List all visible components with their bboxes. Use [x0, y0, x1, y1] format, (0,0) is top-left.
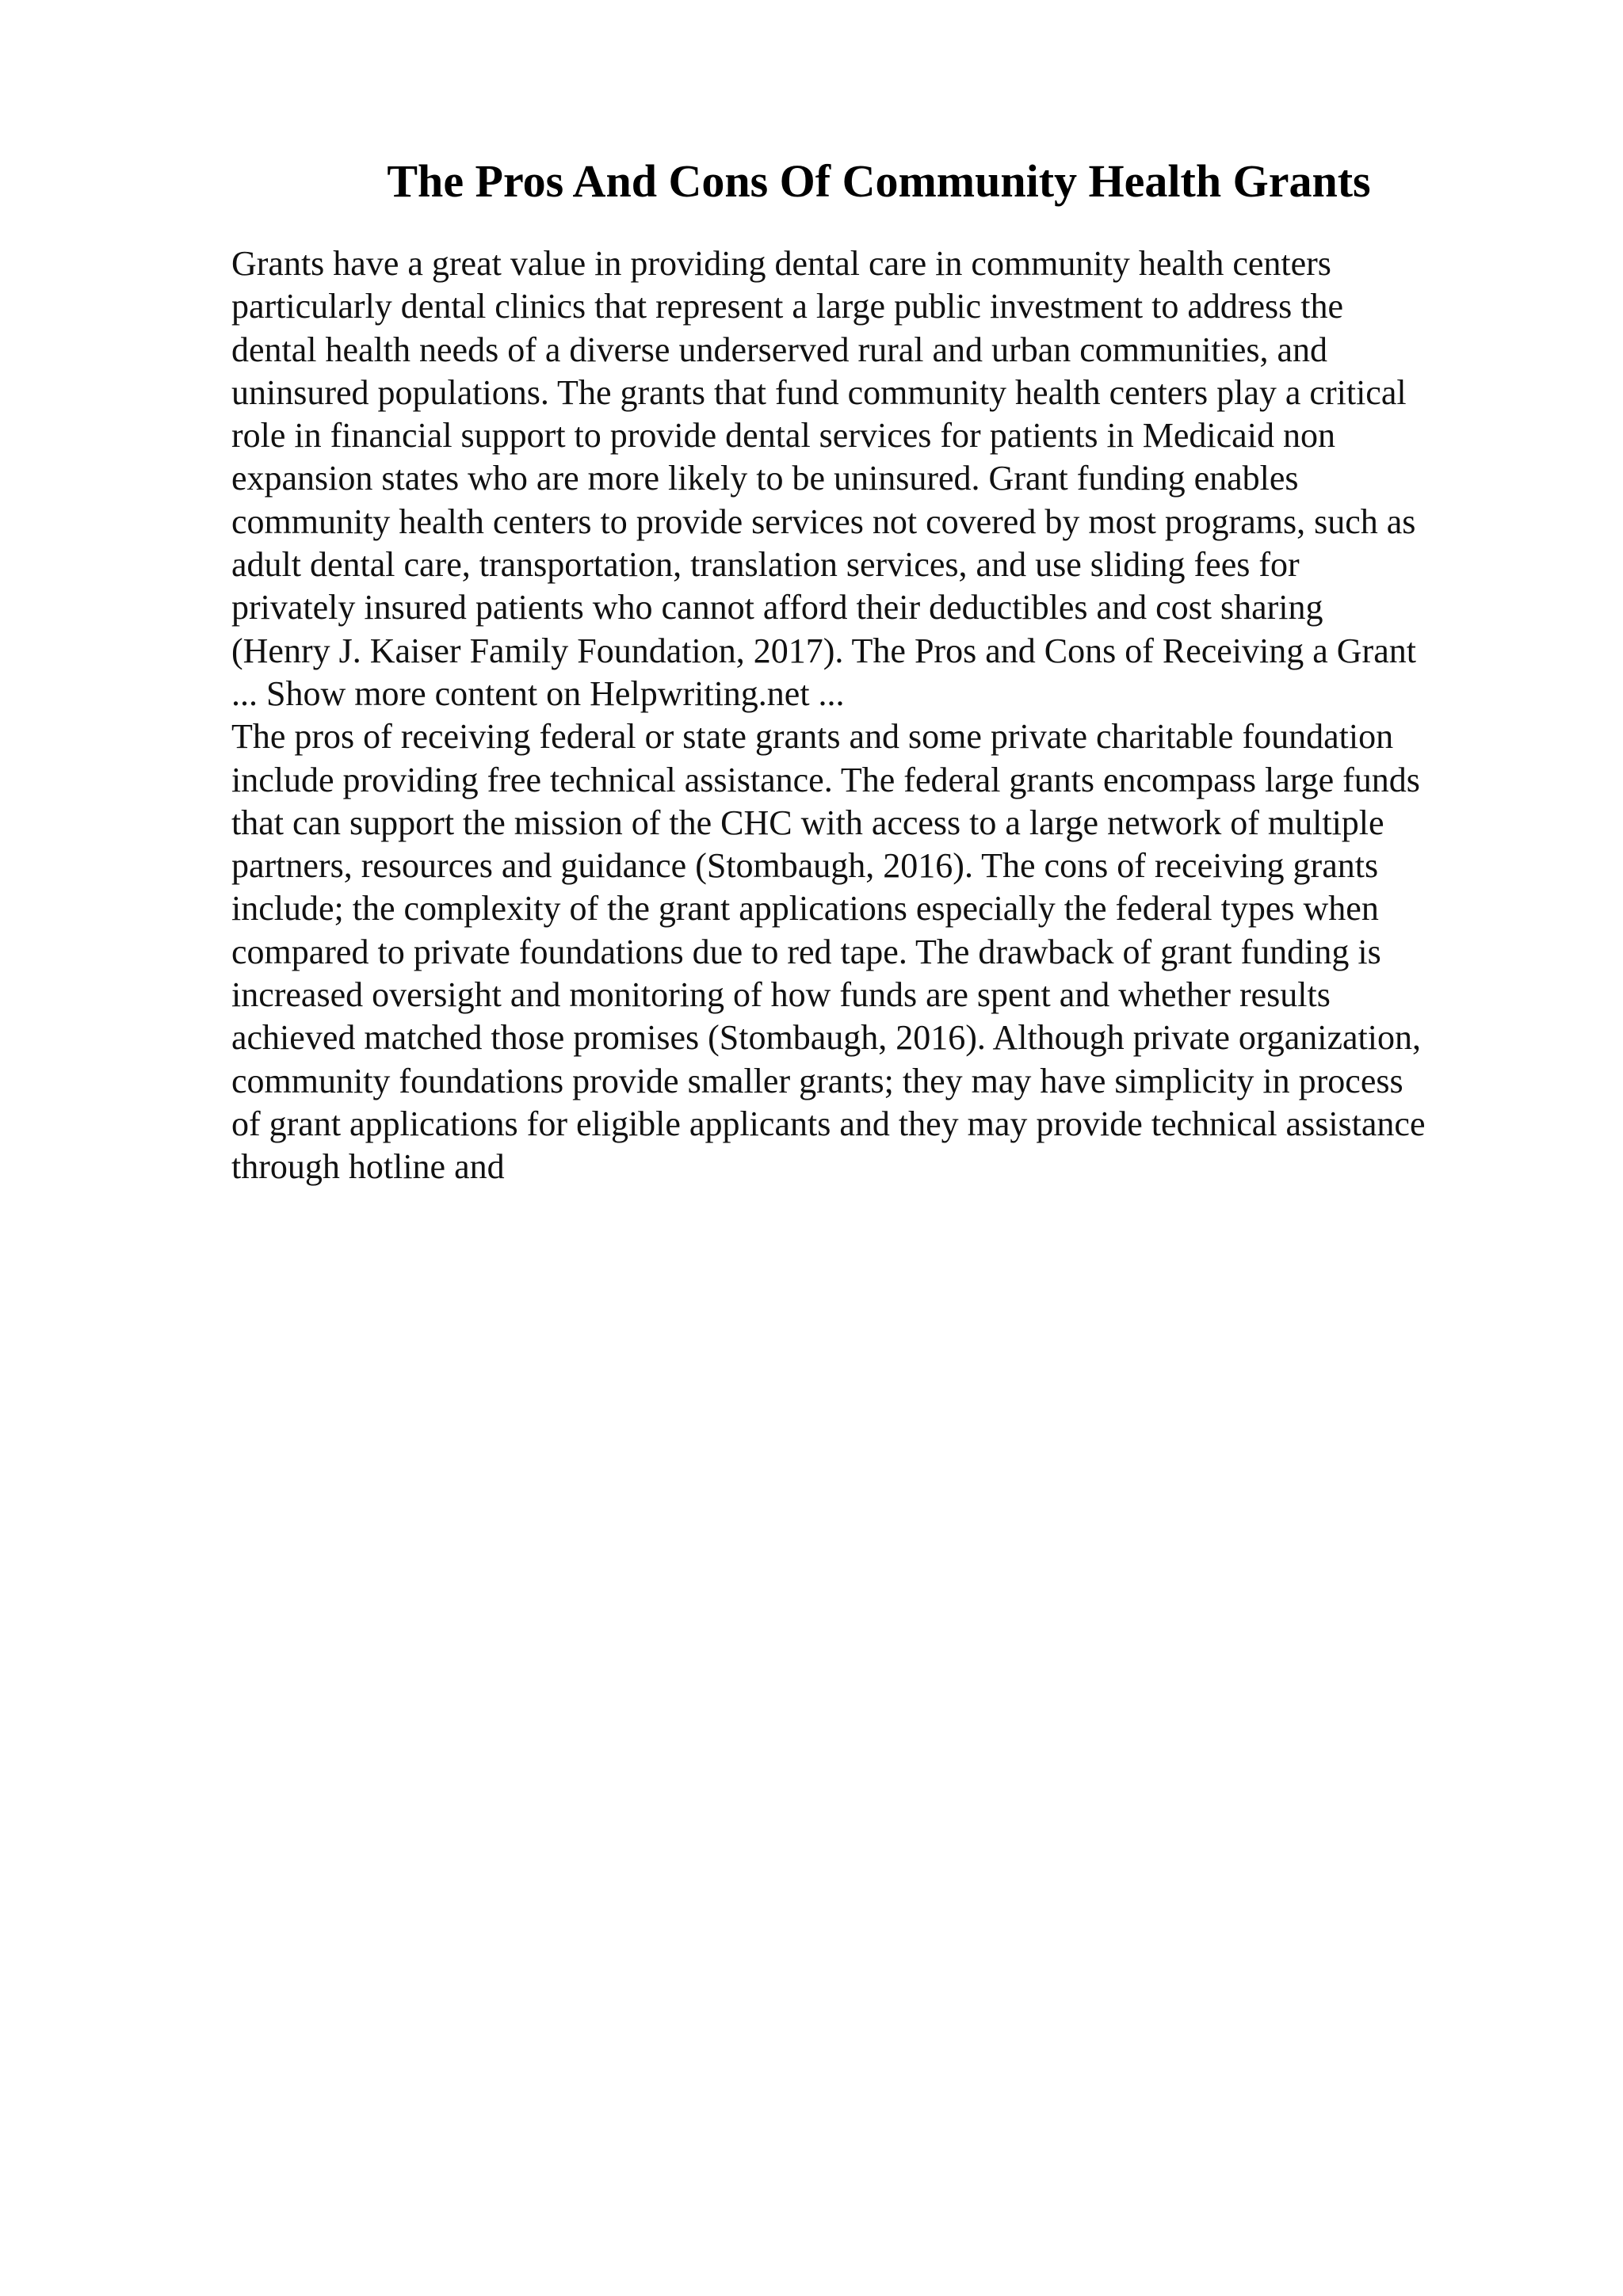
text-line: expansion states who are more likely to be uninsured. Grant funding enables — [231, 459, 1299, 498]
text-line: include; the complexity of the grant applications especially the federal types when — [231, 889, 1379, 929]
text-line: through hotline and — [231, 1147, 505, 1187]
paragraph-pros-cons — [231, 715, 1539, 1188]
paragraph-intro — [231, 242, 1539, 715]
text-line: uninsured populations. The grants that fund community health centers play a critical — [231, 372, 1407, 412]
document-title: The Pros And Cons Of Community Health Grants — [387, 155, 1371, 207]
text-line: that can support the mission of the CHC with access to a large network of multiple — [231, 803, 1384, 842]
text-line: Grants have a great value in providing dental care in community health centers — [231, 244, 1331, 283]
text-line: of grant applications for eligible applicants and they may provide technical assistance — [231, 1104, 1426, 1143]
text-line: community foundations provide smaller grants; they may have simplicity in process — [231, 1061, 1403, 1100]
text-line: community health centers to provide services not covered by most programs, such as — [231, 502, 1416, 541]
text-line: privately insured patients who cannot afford their deductibles and cost sharing — [231, 588, 1323, 627]
document-body — [231, 242, 1539, 1189]
text-line: increased oversight and monitoring of how funds are spent and whether results — [231, 975, 1331, 1015]
text-line: achieved matched those promises (Stombaugh, 2016). Although private organization, — [231, 1018, 1421, 1058]
text-line: dental health needs of a diverse underserved rural and urban communities, and — [231, 330, 1328, 369]
text-line: (Henry J. Kaiser Family Foundation, 2017). The Pros and Cons of Receiving a Grant — [231, 631, 1416, 670]
text-line: role in financial support to provide dental services for patients in Medicaid non — [231, 416, 1335, 456]
text-line: compared to private foundations due to red tape. The drawback of grant funding is — [231, 932, 1381, 971]
text-line: partners, resources and guidance (Stombaugh, 2016). The cons of receiving grants — [231, 846, 1379, 886]
text-line: particularly dental clinics that represent a large public investment to address the — [231, 287, 1344, 326]
text-line: The pros of receiving federal or state grants and some private charitable foundation — [231, 717, 1394, 757]
text-line: adult dental care, transportation, translation services, and use sliding fees for — [231, 545, 1300, 585]
show-more-text: ... Show more content on Helpwriting.net ... — [231, 673, 845, 713]
text-line: include providing free technical assistance. The federal grants encompass large funds — [231, 760, 1420, 799]
